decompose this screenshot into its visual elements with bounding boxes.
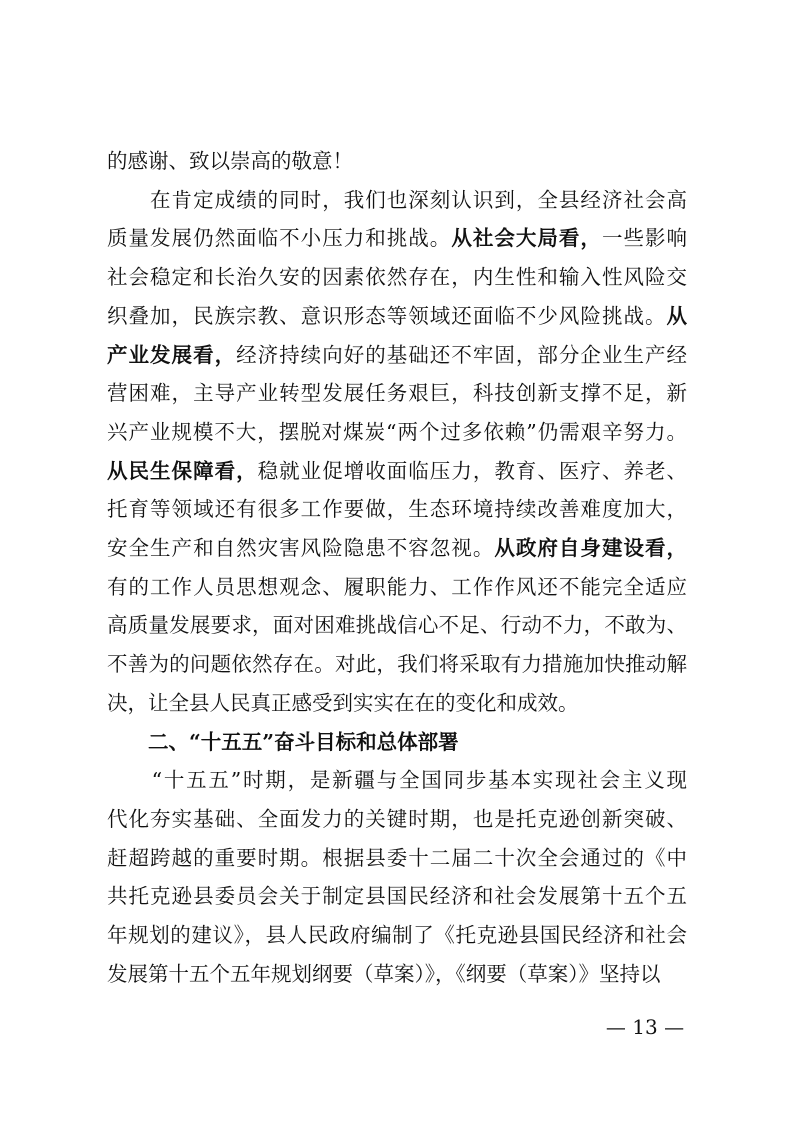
text-segment: 稳就业促增收面临压力，教育、医疗、养老、: [257, 458, 687, 483]
paragraph-line: [107, 492, 687, 526]
paragraph-line: [107, 957, 687, 991]
paragraph-line: [107, 338, 687, 372]
text-segment: 代化夯实基础、全面发力的关键时期，也是托克逊创新突破、: [107, 806, 687, 831]
paragraph-line: [107, 144, 687, 178]
text-segment: 高质量发展要求，面对困难挑战信心不足、行动不力，不敢为、: [107, 613, 687, 638]
text-segment: 经济持续向好的基础还不牢固，部分企业生产经: [236, 342, 687, 367]
text-segment: 织叠加，民族宗教、意识形态等领域还面临不少风险挑战。: [107, 303, 667, 328]
text-segment: 托育等领域还有很多工作要做，生态环境持续改善难度加大，: [107, 497, 687, 522]
paragraph-line: [107, 415, 687, 449]
paragraph-line: [107, 608, 687, 642]
paragraph-line: [107, 841, 687, 875]
section-heading: [107, 725, 687, 759]
text-segment: 共托克逊县委员会关于制定县国民经济和社会发展第十五个五: [107, 884, 687, 909]
paragraph-line: [107, 570, 687, 604]
bold-text-segment: 从: [666, 303, 687, 328]
text-segment: 在肯定成绩的同时，我们也深刻认识到，全县经济社会高: [107, 187, 687, 212]
paragraph-line: [107, 183, 687, 217]
bold-text-segment: 从民生保障看，: [107, 458, 258, 483]
text-segment: 社会稳定和长治久安的因素依然存在，内生性和输入性风险交: [107, 265, 687, 290]
text-segment: 发展第十五个五年规划纲要（草案）》，《纲要（草案）》坚持以: [107, 961, 661, 986]
page-number: — 13 —: [605, 1015, 685, 1039]
text-segment: 兴产业规模不大，摆脱对煤炭“两个过多依赖”仍需艰辛努力。: [107, 419, 687, 444]
bold-text-segment: 二、“十五五”奋斗目标和总体部署: [107, 729, 459, 754]
paragraph-line: [107, 454, 687, 488]
text-segment: 质量发展仍然面临不小压力和挑战。: [107, 226, 452, 251]
paragraph-line: [107, 376, 687, 410]
paragraph-line: [107, 260, 687, 294]
paragraph-line: [107, 647, 687, 681]
text-segment: “十五五”时期，是新疆与全国同步基本实现社会主义现: [107, 768, 687, 793]
text-segment: 年规划的建议》，县人民政府编制了《托克逊县国民经济和社会: [107, 923, 687, 947]
text-segment: 不善为的问题依然存在。对此，我们将采取有力措施加快推动解: [107, 652, 687, 677]
text-segment: 决，让全县人民真正感受到实实在在的变化和成效。: [107, 690, 579, 715]
text-segment: 安全生产和自然灾害风险隐患不容忽视。: [107, 536, 495, 560]
paragraph-line: [107, 531, 687, 565]
paragraph-line: [107, 918, 687, 952]
paragraph-line: [107, 879, 687, 913]
text-segment: 一些影响: [601, 226, 687, 251]
bold-text-segment: 从政府自身建设看，: [494, 536, 687, 560]
text-segment: 的感谢、致以崇高的敬意！: [107, 149, 353, 173]
paragraph-line: [107, 802, 687, 836]
bold-text-segment: 从社会大局看，: [451, 226, 602, 251]
text-segment: 有的工作人员思想观念、履职能力、工作作风还不能完全适应: [107, 574, 687, 599]
paragraph-line: [107, 686, 687, 720]
paragraph-line: [107, 763, 687, 797]
paragraph-line: [107, 221, 687, 255]
text-segment: 营困难，主导产业转型发展任务艰巨，科技创新支撑不足，新: [107, 381, 687, 406]
paragraph-line: [107, 299, 687, 333]
bold-text-segment: 产业发展看，: [107, 342, 237, 367]
text-segment: 赶超跨越的重要时期。根据县委十二届二十次全会通过的《中: [107, 845, 687, 870]
